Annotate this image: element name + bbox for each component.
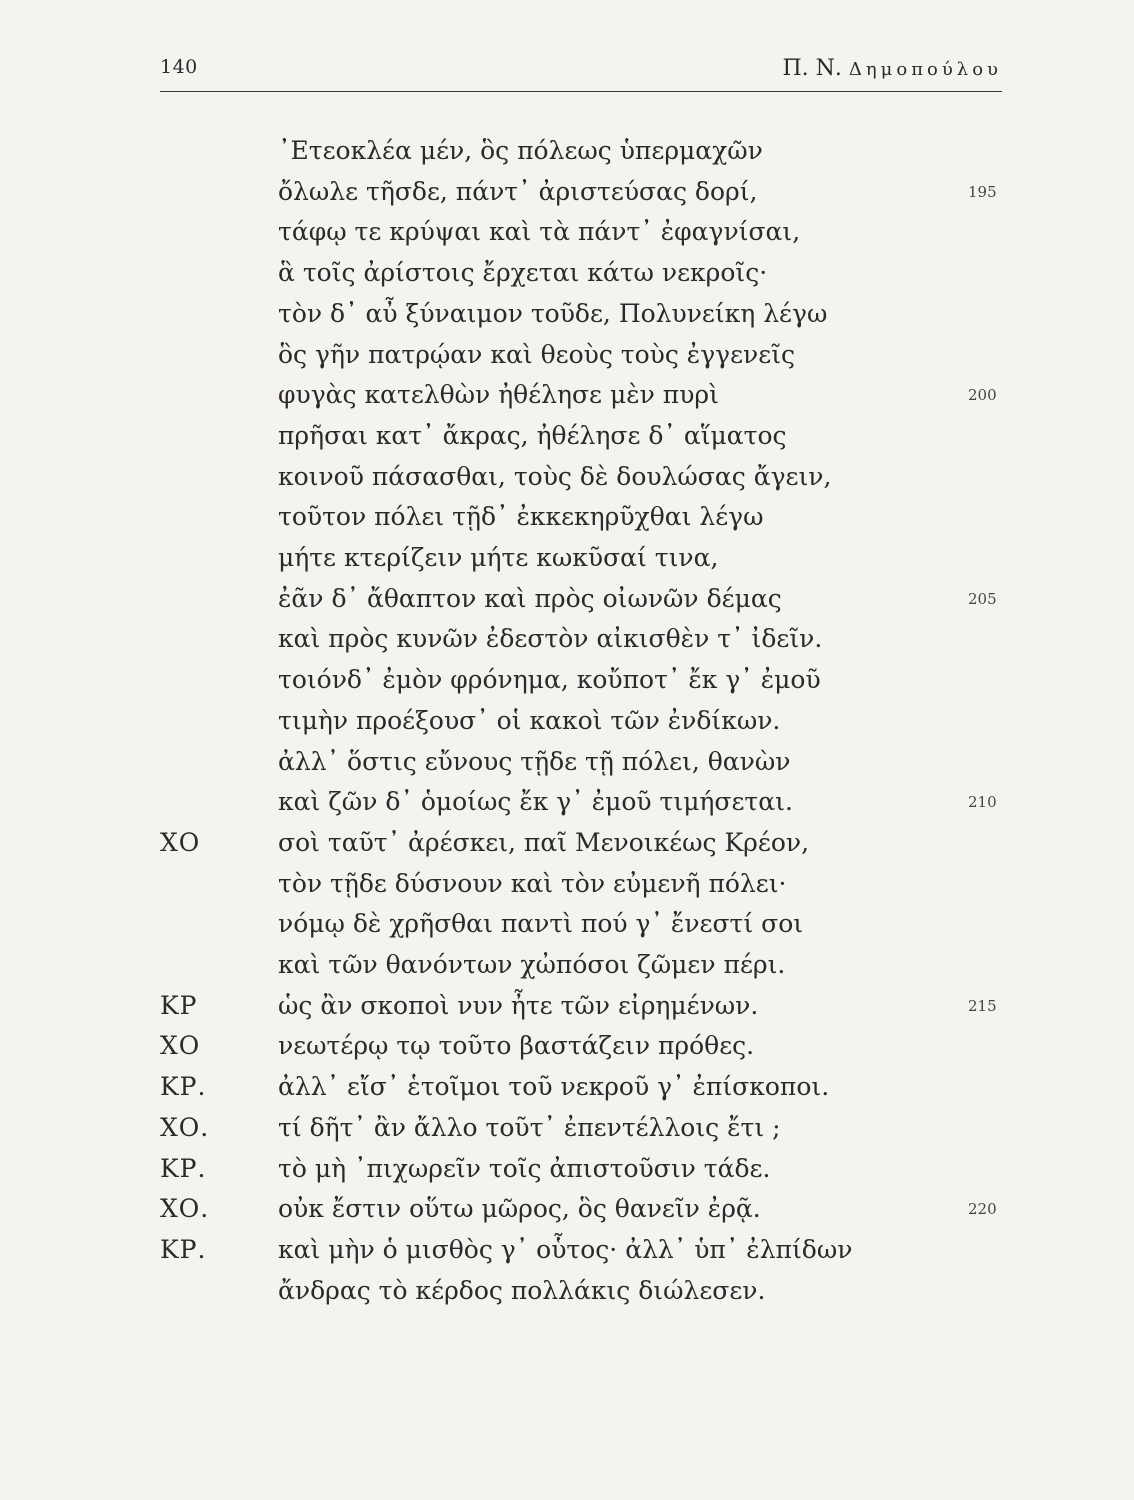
- speaker-label: ΚΡ.: [160, 1234, 207, 1264]
- line-number: 195: [968, 182, 997, 201]
- verse-line-text: κοινοῦ πάσασθαι, τοὺς δὲ δουλώσας ἄγειν,: [278, 461, 832, 491]
- verse-line: [0, 624, 1134, 664]
- verse-line-text: τὸν τῇδε δύσνουν καὶ τὸν εὐμενῆ πόλει·: [278, 868, 787, 898]
- verse-line-text: νεωτέρῳ τῳ τοῦτο βαστάζειν πρόθες.: [278, 1031, 755, 1061]
- verse-line: [0, 1235, 1134, 1275]
- verse-line: [0, 340, 1134, 380]
- line-number: 220: [968, 1200, 997, 1219]
- verse-line: [0, 828, 1134, 868]
- verse-line-text: ἄνδρας τὸ κέρδος πολλάκις διώλεσεν.: [278, 1275, 766, 1305]
- speaker-label: ΚΡ.: [160, 1153, 207, 1183]
- verse-line: [0, 299, 1134, 339]
- verse-line-text: ᾿Ετεοκλέα μέν, ὃς πόλεως ὑπερμαχῶν: [278, 136, 763, 165]
- verse-line: [0, 747, 1134, 787]
- verse-line: [0, 421, 1134, 461]
- verse-line: [0, 706, 1134, 746]
- verse-line: [0, 502, 1134, 542]
- verse-line-text: οὐκ ἔστιν οὕτω μῶρος, ὃς θανεῖν ἐρᾷ.: [278, 1194, 761, 1224]
- verse-line-text: τὸν δ᾽ αὖ ξύναιμον τοῦδε, Πολυνείκη λέγω: [278, 298, 828, 328]
- author-initials: Π. Ν.: [782, 56, 842, 81]
- verse-line: [0, 869, 1134, 909]
- verse-line: [0, 462, 1134, 502]
- page-number: 140: [160, 56, 198, 78]
- verse-line-text: νόμῳ δὲ χρῆσθαι παντὶ πού γ᾽ ἔνεστί σοι: [278, 909, 804, 939]
- running-title: [782, 56, 1002, 81]
- verse-line-text: πρῆσαι κατ᾽ ἄκρας, ἠθέλησε δ᾽ αἵματος: [278, 420, 787, 450]
- verse-line: [0, 909, 1134, 949]
- verse-line-text: ὄλωλε τῆσδε, πάντ᾽ ἀριστεύσας δορί,: [278, 176, 758, 206]
- speaker-label: ΧΟ: [160, 1031, 201, 1061]
- page-header: [160, 56, 1002, 88]
- verse-line: [0, 217, 1134, 257]
- verse-line-text: φυγὰς κατελθὼν ἠθέλησε μὲν πυρὶ: [278, 380, 719, 410]
- verse-line-text: καὶ τῶν θανόντων χὠπόσοι ζῶμεν πέρι.: [278, 950, 786, 979]
- verse-line: [0, 380, 1134, 420]
- line-number: 205: [968, 589, 997, 608]
- speaker-label: ΧΟ: [160, 827, 201, 857]
- speaker-label: ΧΟ.: [160, 1194, 210, 1224]
- speaker-label: ΧΟ.: [160, 1112, 210, 1142]
- verse-line-text: μήτε κτερίζειν μήτε κωκῦσαί τινα,: [278, 543, 719, 572]
- header-rule: [160, 91, 1002, 92]
- verse-line-text: καὶ μὴν ὁ μισθὸς γ᾽ οὗτος· ἀλλ᾽ ὑπ᾽ ἐλπίδων: [278, 1234, 853, 1264]
- speaker-label: ΚΡ.: [160, 1072, 207, 1102]
- verse-line-text: τάφῳ τε κρύψαι καὶ τὰ πάντ᾽ ἐφαγνίσαι,: [278, 217, 801, 247]
- verse-line-text: ἀλλ᾽ ὅστις εὔνους τῇδε τῇ πόλει, θανὼν: [278, 746, 791, 776]
- verse-line: [0, 584, 1134, 624]
- verse-line: [0, 787, 1134, 827]
- verse-line-text: ἃ τοῖς ἀρίστοις ἔρχεται κάτω νεκροῖς·: [278, 258, 768, 288]
- verse-line: [0, 136, 1134, 176]
- verse-line-text: τοιόνδ᾽ ἐμὸν φρόνημα, κοὔποτ᾽ ἔκ γ᾽ ἐμοῦ: [278, 665, 821, 695]
- verse-line: [0, 1113, 1134, 1153]
- verse-line: [0, 1031, 1134, 1071]
- verse-line: [0, 950, 1134, 990]
- line-number: 200: [968, 386, 997, 405]
- verse-line-text: καὶ πρὸς κυνῶν ἐδεστὸν αἰκισθὲν τ᾽ ἰδεῖν.: [278, 624, 823, 654]
- speaker-label: ΚΡ: [160, 990, 198, 1020]
- verse-line: [0, 1194, 1134, 1234]
- verse-line: [0, 1154, 1134, 1194]
- verse-line-text: ὡς ἂν σκοποὶ νυν ἦτε τῶν εἰρημένων.: [278, 990, 759, 1020]
- verse-line-text: καὶ ζῶν δ᾽ ὁμοίως ἔκ γ᾽ ἐμοῦ τιμήσεται.: [278, 787, 793, 817]
- verse-line: [0, 177, 1134, 217]
- verse-line-text: σοὶ ταῦτ᾽ ἀρέσκει, παῖ Μενοικέως Κρέον,: [278, 827, 810, 857]
- verse-line-text: τὸ μὴ ᾽πιχωρεῖν τοῖς ἀπιστοῦσιν τάδε.: [278, 1153, 771, 1183]
- verse-line: [0, 258, 1134, 298]
- verse-line-text: ὃς γῆν πατρῴαν καὶ θεοὺς τοὺς ἐγγενεῖς: [278, 339, 796, 369]
- verse-line-text: τί δῆτ᾽ ἂν ἄλλο τοῦτ᾽ ἐπεντέλλοις ἔτι ;: [278, 1112, 781, 1142]
- line-number: 215: [968, 996, 997, 1015]
- verse-line: [0, 665, 1134, 705]
- verse-line: [0, 991, 1134, 1031]
- verse-line-text: ἐᾶν δ᾽ ἄθαπτον καὶ πρὸς οἰωνῶν δέμας: [278, 583, 782, 613]
- verse-line: [0, 1276, 1134, 1316]
- verse-line-text: τοῦτον πόλει τῇδ᾽ ἐκκεκηρῦχθαι λέγω: [278, 502, 764, 532]
- verse-line: [0, 1072, 1134, 1112]
- author-surname: Δημοπούλου: [848, 59, 1002, 80]
- verse-line-text: τιμὴν προέξουσ᾽ οἱ κακοὶ τῶν ἐνδίκων.: [278, 705, 781, 735]
- line-number: 210: [968, 793, 997, 812]
- verse-line-text: ἀλλ᾽ εἴσ᾽ ἑτοῖμοι τοῦ νεκροῦ γ᾽ ἐπίσκοποι.: [278, 1072, 830, 1102]
- verse-line: [0, 543, 1134, 583]
